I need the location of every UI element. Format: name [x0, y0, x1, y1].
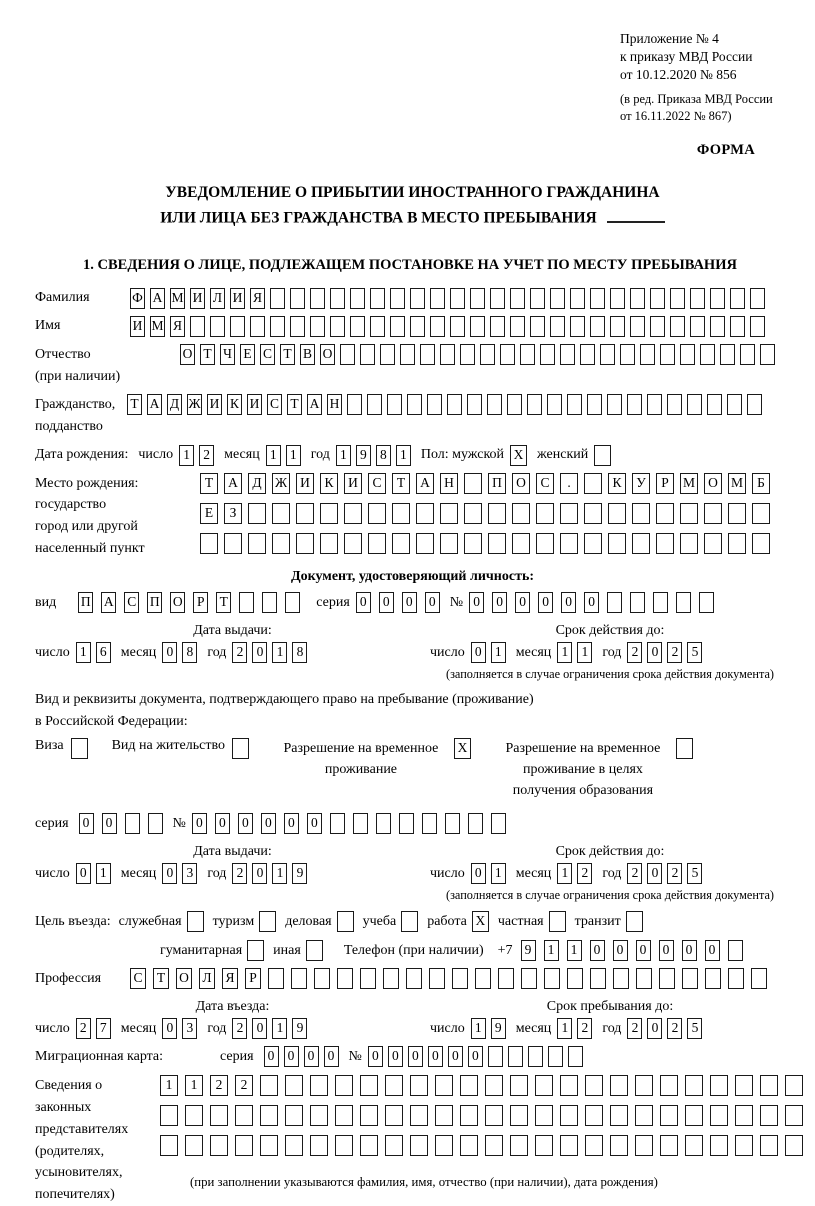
identity-doc-series-label: серия — [316, 594, 350, 610]
migration-card-series-label: серия — [220, 1048, 254, 1064]
purpose-official: служебная — [119, 911, 204, 932]
migration-card-row — [35, 1046, 790, 1067]
edition-line: (в ред. Приказа МВД России — [620, 91, 773, 106]
residence-permit-checkbox[interactable] — [232, 738, 249, 759]
patronymic-row — [35, 344, 790, 387]
identity-doc-kind-label: вид — [35, 594, 57, 610]
purpose-private: частная — [498, 911, 566, 932]
appendix-line: к приказу МВД России — [620, 49, 753, 65]
migration-card-series-cells[interactable]: 0 0 0 0 — [264, 1046, 339, 1067]
residence-issue-month-cells[interactable]: 0 3 — [162, 863, 197, 884]
identity-issue-month-cells[interactable]: 0 8 — [162, 642, 197, 663]
surname-label: Фамилия — [35, 290, 90, 306]
residence-doc-number-label: № — [172, 815, 186, 831]
birth-month-cells[interactable]: 1 1 — [266, 445, 301, 466]
option-visa: Виза — [35, 738, 88, 759]
citizenship-label: Гражданство, подданство — [35, 397, 116, 434]
given-name-label: Имя — [35, 318, 61, 334]
identity-doc-number-label: № — [449, 594, 464, 610]
purpose-study: учеба — [363, 911, 419, 932]
residence-doc-series-row — [35, 813, 790, 834]
migration-card-number-cells[interactable]: 0 0 0 0 0 0 — [368, 1046, 583, 1067]
appendix-line: от 10.12.2020 № 856 — [620, 67, 737, 83]
sex-male-label: Пол: мужской — [420, 447, 505, 463]
stay-day-cells[interactable]: 1 9 — [471, 1018, 506, 1039]
birth-day-cells[interactable]: 1 2 — [179, 445, 214, 466]
identity-doc-heading: Документ, удостоверяющий личность: — [290, 569, 535, 585]
form-title-line1: УВЕДОМЛЕНИЕ О ПРИБЫТИИ ИНОСТРАННОГО ГРАЖДАНИНА — [165, 184, 660, 202]
title-blank-underline — [607, 205, 665, 223]
visit-purpose-row — [35, 911, 790, 932]
identity-issue-day-cells[interactable]: 1 6 — [76, 642, 111, 663]
identity-expiry-note: (заполняется в случае ограничения срока действия документа) — [445, 667, 775, 682]
purpose-other-checkbox[interactable] — [306, 940, 323, 961]
representatives-label: Сведения о законных представителях (родителях, усыновителях, попечителях) — [35, 1078, 129, 1202]
purpose-business: деловая — [285, 911, 353, 932]
residence-doc-number-cells[interactable]: 0 0 0 0 0 0 — [192, 813, 506, 834]
sex-female-label: женский — [537, 447, 589, 463]
profession-cells[interactable]: С Т О Л Я Р — [130, 968, 767, 989]
residence-doc-series-cells[interactable]: 0 0 — [79, 813, 163, 834]
stay-year-cells[interactable]: 2 0 2 5 — [627, 1018, 702, 1039]
birth-place-cells-line1[interactable]: Т А Д Ж И К И С Т А Н П О С . К У Р М О М Б — [200, 473, 770, 494]
surname-cells[interactable]: Ф А М И Л И Я — [130, 288, 765, 309]
citizenship-row — [35, 394, 790, 437]
day-label: число — [138, 447, 174, 463]
birth-year-cells[interactable]: 1 9 8 1 — [336, 445, 411, 466]
birth-place-cells-line2[interactable]: Е З — [200, 503, 770, 524]
purpose-work-checkbox[interactable]: X — [472, 911, 489, 932]
residence-issue-year-cells[interactable]: 2 0 1 9 — [232, 863, 307, 884]
residence-doc-intro1: Вид и реквизиты документа, подтверждающего право на пребывание (проживание) — [35, 692, 534, 708]
edition-line: от 16.11.2022 № 867) — [620, 108, 732, 123]
purpose-tourism-checkbox[interactable] — [259, 911, 276, 932]
entry-dates-row: Дата въезда: число 2 7 месяц 0 3 год 2 0 1 9 Срок пребывания до: число 1 9 месяц 1 2 год 2 0 2 5 — [35, 999, 790, 1039]
birth-date-row — [35, 445, 790, 466]
identity-doc-kind-cells[interactable]: П А С П О Р Т — [78, 592, 300, 613]
residence-expiry-month-cells[interactable]: 1 2 — [557, 863, 592, 884]
birth-place-cells-line3[interactable] — [200, 533, 770, 554]
representatives-block — [35, 1075, 790, 1205]
residence-expiry-day-cells[interactable]: 0 1 — [471, 863, 506, 884]
phone-label: Телефон (при наличии) — [343, 942, 484, 958]
birth-date-label: Дата рождения: — [35, 447, 129, 463]
patronymic-cells[interactable]: О Т Ч Е С Т В О — [180, 344, 775, 365]
identity-expiry-month-cells[interactable]: 1 1 — [557, 642, 592, 663]
residence-issue-day-cells[interactable]: 0 1 — [76, 863, 111, 884]
migration-card-number-label: № — [348, 1048, 362, 1064]
purpose-other: иная — [273, 940, 323, 961]
entry-day-cells[interactable]: 2 7 — [76, 1018, 111, 1039]
purpose-study-checkbox[interactable] — [401, 911, 418, 932]
form-title — [35, 181, 790, 231]
form-title-line2: ИЛИ ЛИЦА БЕЗ ГРАЖДАНСТВА В МЕСТО ПРЕБЫВАНИЯ — [160, 209, 597, 227]
entry-date-heading: Дата въезда: — [195, 999, 270, 1015]
entry-year-cells[interactable]: 2 0 1 9 — [232, 1018, 307, 1039]
purpose-business-checkbox[interactable] — [337, 911, 354, 932]
purpose-humanitarian-checkbox[interactable] — [247, 940, 264, 961]
identity-doc-dates: Дата выдачи: число 1 6 месяц 0 8 год 2 0 1 8 Срок действия до: число 0 1 месяц 1 1 год 2 0 2 5 (заполняется в случае ограничения срока действия документа) — [35, 623, 790, 682]
visa-checkbox[interactable] — [71, 738, 88, 759]
identity-expiry-year-cells[interactable]: 2 0 2 5 — [627, 642, 702, 663]
residence-expiry-note: (заполняется в случае ограничения срока действия документа) — [445, 888, 775, 903]
identity-issue-year-cells[interactable]: 2 0 1 8 — [232, 642, 307, 663]
residence-doc-series-label: серия — [35, 815, 69, 831]
identity-expiry-heading: Срок действия до: — [555, 623, 665, 639]
visit-purpose-label: Цель въезда: — [35, 913, 111, 929]
given-name-cells[interactable]: И М Я — [130, 316, 765, 337]
residence-doc-options — [35, 738, 790, 801]
option-temp-residence: Разрешение на временное проживание X — [275, 738, 471, 780]
residence-issue-heading: Дата выдачи: — [193, 844, 272, 860]
purpose-humanitarian: гуманитарная — [160, 940, 264, 961]
purpose-work: работа X — [427, 911, 489, 932]
purpose-private-checkbox[interactable] — [549, 911, 566, 932]
residence-doc-intro2: в Российской Федерации: — [35, 714, 188, 730]
form-label: ФОРМА — [696, 142, 755, 159]
representatives-cells-line2[interactable] — [160, 1105, 803, 1126]
visit-purpose-row2 — [160, 940, 790, 961]
appendix-block — [620, 30, 815, 124]
representatives-note: (при заполнении указываются фамилия, имя, отчество (при наличии), дата рождения) — [190, 1175, 658, 1190]
surname-row — [35, 288, 790, 309]
patronymic-label: Отчество (при наличии) — [35, 346, 121, 384]
residence-doc-dates: Дата выдачи: число 0 1 месяц 0 3 год 2 0 1 9 Срок действия до: число 0 1 месяц 1 2 год 2 0 2 5 (заполняется в случае ограничения срока действия документа) — [35, 844, 790, 903]
residence-expiry-year-cells[interactable]: 2 0 2 5 — [627, 863, 702, 884]
year-label: год — [310, 447, 330, 463]
identity-expiry-day-cells[interactable]: 0 1 — [471, 642, 506, 663]
purpose-transit-checkbox[interactable] — [626, 911, 643, 932]
stay-month-cells[interactable]: 1 2 — [557, 1018, 592, 1039]
month-label: месяц — [224, 447, 260, 463]
sex-female-checkbox[interactable] — [594, 445, 611, 466]
section1-heading: 1. СВЕДЕНИЯ О ЛИЦЕ, ПОДЛЕЖАЩЕМ ПОСТАНОВКЕ НА УЧЕТ ПО МЕСТУ ПРЕБЫВАНИЯ — [83, 256, 737, 273]
given-name-row — [35, 316, 790, 337]
identity-doc-series-cells[interactable]: 0 0 0 0 — [356, 592, 440, 613]
birth-place-row — [35, 473, 790, 560]
identity-doc-number-cells[interactable]: 0 0 0 0 0 0 — [469, 592, 714, 613]
sex-male-checkbox[interactable]: X — [510, 445, 527, 466]
birth-place-label: Место рождения: государство город или другой населенный пункт — [35, 475, 145, 556]
residence-expiry-heading: Срок действия до: — [555, 844, 665, 860]
identity-doc-row — [35, 592, 790, 613]
temp-residence-education-checkbox[interactable] — [676, 738, 693, 759]
stay-until-heading: Срок пребывания до: — [546, 999, 674, 1015]
option-residence-permit: Вид на жительство — [112, 738, 249, 759]
temp-residence-checkbox[interactable]: X — [454, 738, 471, 759]
option-temp-residence-education: Разрешение на временное проживание в целях получения образования — [497, 738, 693, 801]
profession-row — [35, 968, 790, 989]
appendix-line: Приложение № 4 — [620, 31, 719, 46]
profession-label: Профессия — [35, 970, 102, 986]
purpose-official-checkbox[interactable] — [187, 911, 204, 932]
purpose-tourism: туризм — [213, 911, 277, 932]
representatives-cells-line1[interactable]: 1 1 2 2 — [160, 1075, 803, 1096]
citizenship-cells[interactable]: Т А Д Ж И К И С Т А Н — [127, 394, 762, 415]
identity-issue-heading: Дата выдачи: — [193, 623, 272, 639]
phone-cells[interactable]: 9 1 1 0 0 0 0 0 0 — [521, 940, 743, 961]
purpose-transit: транзит — [575, 911, 643, 932]
representatives-cells-line3[interactable] — [160, 1135, 803, 1156]
entry-month-cells[interactable]: 0 3 — [162, 1018, 197, 1039]
migration-card-label: Миграционная карта: — [35, 1048, 164, 1064]
phone-prefix: +7 — [497, 942, 513, 958]
